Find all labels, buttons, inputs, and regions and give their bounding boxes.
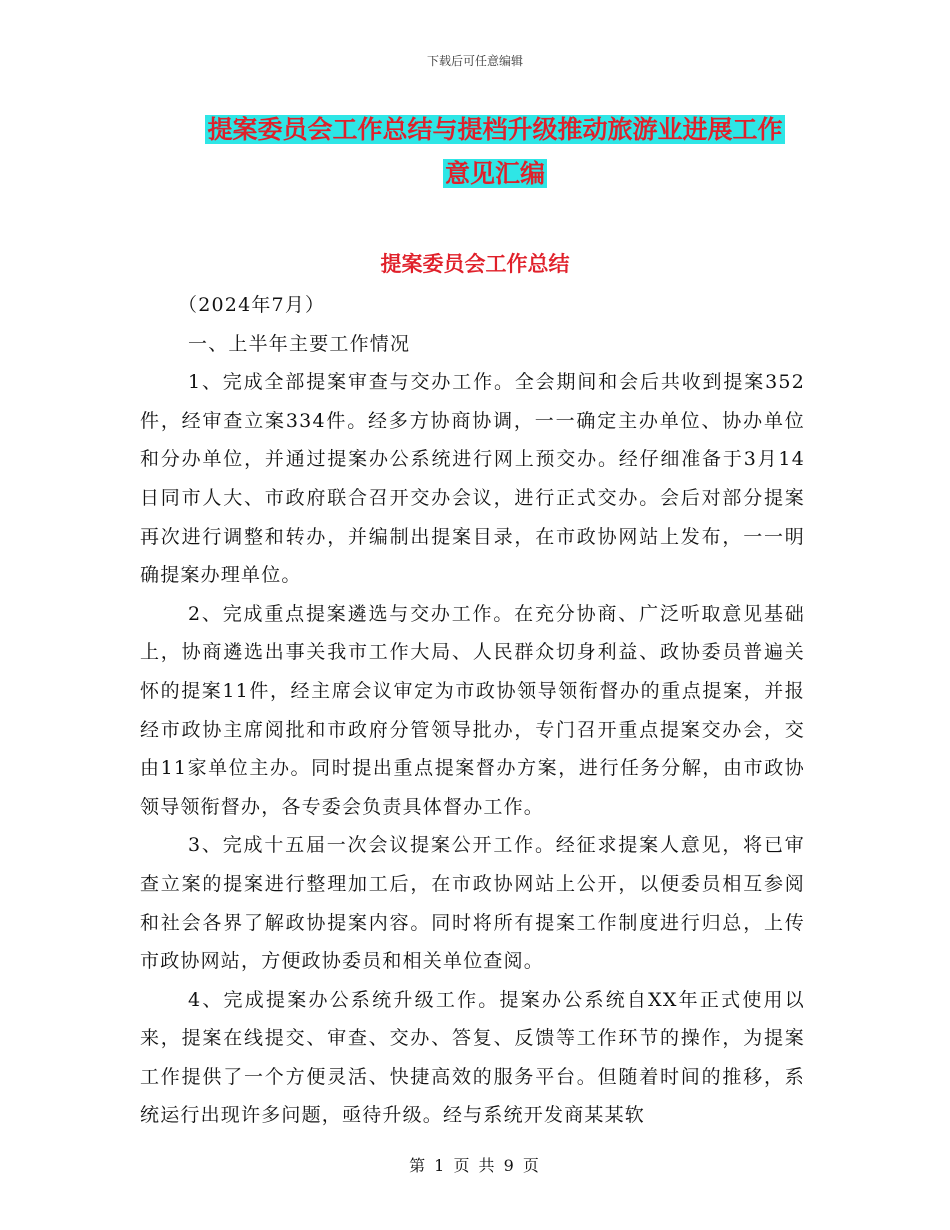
document-body: [140, 286, 805, 1135]
paragraph-1: 1、完成全部提案审查与交办工作。全会期间和会后共收到提案352件，经审查立案334件。经多方协商协调，一一确定主办单位、协办单位和分办单位，并通过提案办公系统进行网上预交办。经仔细准备于3月14日同市人大、市政府联合召开交办会议，进行正式交办。会后对部分提案再次进行调整和转办，并编制出提案目录，在市政协网站上发布，一一明确提案办理单位。: [140, 371, 805, 587]
document-title-line-2: 意见汇编: [444, 159, 545, 188]
document-date: （2024年7月）: [178, 294, 326, 316]
document-title: [185, 108, 805, 196]
section-title: 提案委员会工作总结: [380, 252, 570, 276]
page-footer: 第 1 页 共 9 页: [409, 1156, 541, 1175]
paragraph-3: 3、完成十五届一次会议提案公开工作。经征求提案人意见，将已审查立案的提案进行整理加工后，在市政协网站上公开，以便委员相互参阅和社会各界了解政协提案内容。同时将所有提案工作制度进行归总，上传市政协网站，方便政协委员和相关单位查阅。: [140, 834, 805, 973]
paragraph-2: 2、完成重点提案遴选与交办工作。在充分协商、广泛听取意见基础上，协商遴选出事关我市工作大局、人民群众切身利益、政协委员普遍关怀的提案11件，经主席会议审定为市政协领导领衔督办的重点提案，并报经市政协主席阅批和市政府分管领导批办，专门召开重点提案交办会，交由11家单位主办。同时提出重点提案督办方案，进行任务分解，由市政协领导领衔督办，各专委会负责具体督办工作。: [140, 602, 805, 818]
document-title-line-1: 提案委员会工作总结与提档升级推动旅游业进展工作: [207, 115, 783, 144]
paragraph-4: 4、完成提案办公系统升级工作。提案办公系统自XX年正式使用以来，提案在线提交、审查、交办、答复、反馈等工作环节的操作，为提案工作提供了一个方便灵活、快捷高效的服务平台。但随着时间的推移，系统运行出现许多问题，亟待升级。经与系统开发商某某软: [140, 988, 805, 1127]
heading-1: 一、上半年主要工作情况: [188, 332, 411, 355]
header-note: 下载后可任意编辑: [426, 54, 523, 68]
